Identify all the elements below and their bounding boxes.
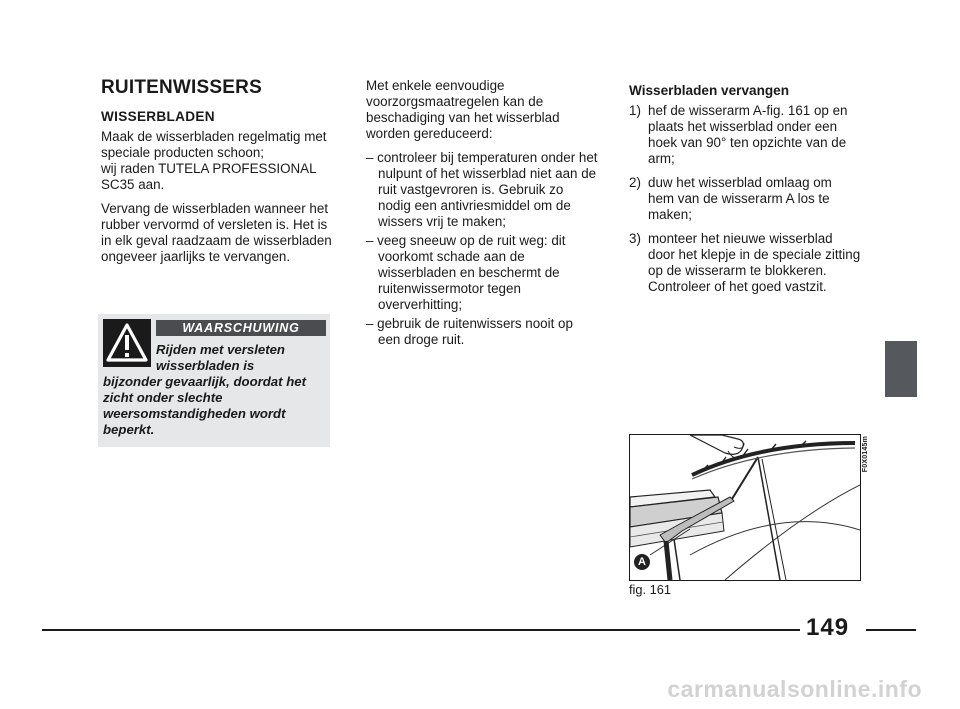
part-marker-a: A xyxy=(638,556,646,568)
footer-rule-left xyxy=(42,629,800,631)
list-item xyxy=(629,175,861,223)
warning-box xyxy=(98,314,330,447)
list-item xyxy=(629,103,861,167)
figure-code: F0X0145m xyxy=(862,436,869,473)
column-left xyxy=(101,78,333,273)
step-number: 1) xyxy=(629,103,641,118)
warning-text-rest: bijzonder gevaarlijk, doordat het zicht onder slechte weersomstandigheden wordt beperkt. xyxy=(103,374,306,437)
column-right xyxy=(629,78,861,303)
warning-label: WAARSCHUWING xyxy=(156,320,326,336)
step-text: monteer het nieuwe wisserblad door het klepje in de speciale zitting op de wisserarm te blokkeren. Controleer of het goed vastzit. xyxy=(648,231,861,294)
paragraph-cleaning-line1: Maak de wisserbladen regelmatig met speciale producten schoon; xyxy=(101,129,327,160)
step-number: 2) xyxy=(629,175,641,190)
step-number: 3) xyxy=(629,231,641,246)
precautions-intro: Met enkele eenvoudige voorzorgsmaatregelen kan de beschadiging van het wisserblad worden gereduceerd: xyxy=(366,78,560,141)
wiper-illustration xyxy=(629,434,861,581)
figure-caption: fig. 161 xyxy=(629,582,671,597)
watermark-text: carmanualsonline.info xyxy=(667,676,922,702)
page-title: RUITENWISSERS xyxy=(101,77,262,98)
list-item: – gebruik de ruitenwissers nooit op een droge ruit. xyxy=(366,316,573,347)
warning-text xyxy=(103,342,327,438)
footer-rule-right xyxy=(866,629,916,631)
list-item: – controleer bij temperaturen onder het nulpunt of het wisserblad niet aan de ruit vastgevroren is. Gebruik zo nodig een antivriesmiddel om de wissers vrij te maken; xyxy=(366,150,598,229)
list-item: – veeg sneeuw op de ruit weg: dit voorkomt schade aan de wisserbladen en beschermt de ruitenwissermotor tegen oververhitting; xyxy=(366,233,566,312)
section-heading: WISSERBLADEN xyxy=(101,109,215,124)
watermark xyxy=(0,676,960,703)
column-middle xyxy=(366,78,598,351)
page-number: 149 xyxy=(806,614,850,641)
step-text: hef de wisserarm A-fig. 161 op en plaats het wisserblad onder een hoek van 90° ten opzichte van de arm; xyxy=(648,103,848,166)
paragraph-cleaning-line2: wij raden TUTELA PROFESSIONAL SC35 aan. xyxy=(101,161,317,192)
procedure-heading: Wisserbladen vervangen xyxy=(629,83,790,98)
section-tab xyxy=(885,341,917,397)
paragraph-replace: Vervang de wisserbladen wanneer het rubber vervormd of versleten is. Het is in elk geval raadzaam de wisserbladen ongeveer jaarlijks te vervangen. xyxy=(101,201,332,264)
step-text: duw het wisserblad omlaag om hem van de wisserarm A los te maken; xyxy=(648,175,832,222)
paragraph-cleaning xyxy=(101,129,333,193)
list-item xyxy=(629,231,861,295)
warning-text-lead: Rijden met versleten wisserbladen is xyxy=(156,342,285,373)
